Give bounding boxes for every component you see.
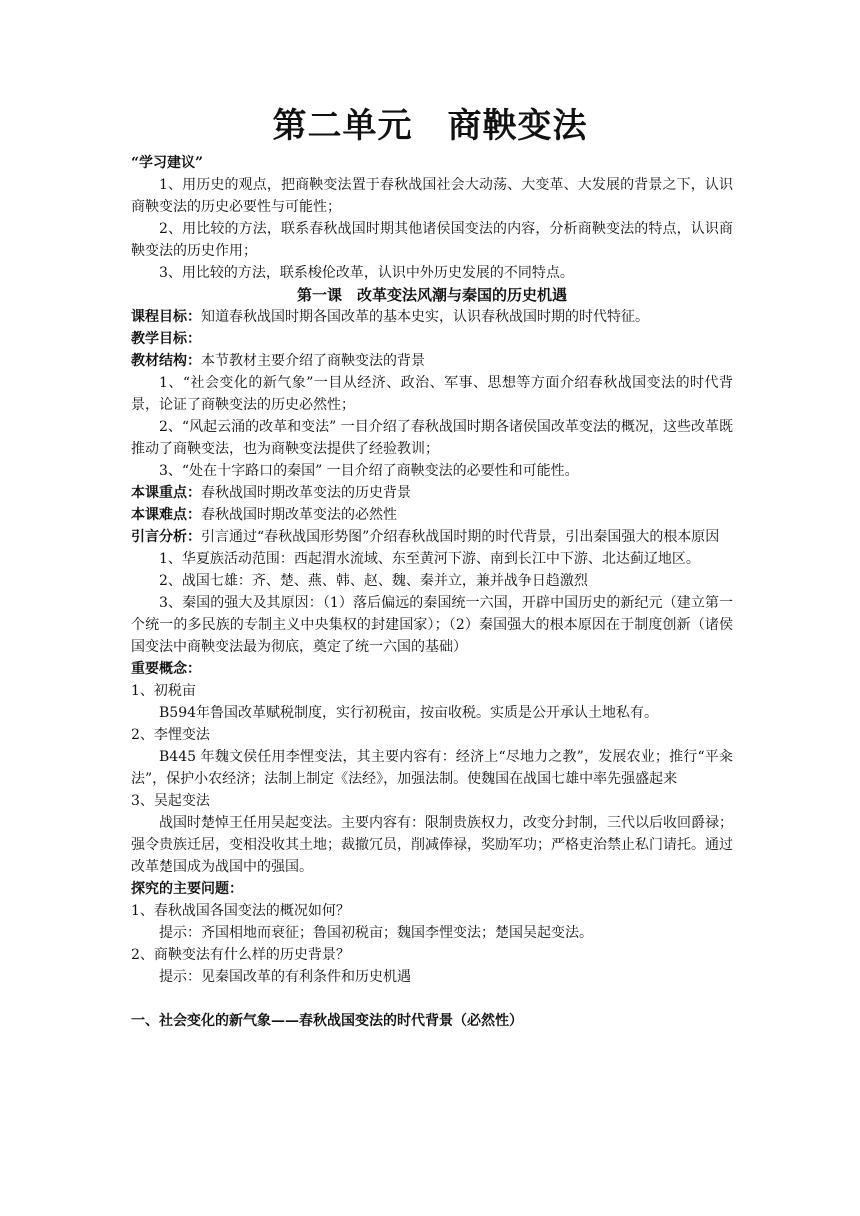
question-hint: 提示：见秦国改革的有利条件和历史机遇 [159, 969, 411, 985]
intro-analysis-item: 2、战国七雄：齐、楚、燕、韩、赵、魏、秦并立，兼并战争日趋激烈 [159, 573, 588, 589]
structure-label: 教材结构： [131, 353, 201, 369]
structure-item: 1、“社会变化的新气象”一目从经济、政治、军事、思想等方面介绍春秋战国变法的时代背景，论证了商鞅变法的历史必然性； [131, 375, 733, 413]
course-goal-text: 知道春秋战国时期各国改革的基本史实，认识春秋战国时期的时代特征。 [201, 309, 649, 325]
course-goal-label: 课程目标： [131, 309, 201, 325]
concept-text: B445 年魏文侯任用李悝变法，其主要内容有：经济上“尽地力之教”，发展农业；推行“平籴法”，保护小农经济；法制上制定《法经》，加强法制。使魏国在战国七雄中率先强盛起来 [131, 749, 733, 787]
lesson-title: 第一课 改革变法风潮与秦国的历史机遇 [296, 286, 567, 304]
difficult-point-label: 本课难点： [131, 507, 201, 523]
teaching-goal-label: 教学目标： [131, 331, 201, 347]
study-suggestion-item: 2、用比较的方法，联系春秋战国时期其他诸侯国变法的内容，分析商鞅变法的特点，认识商鞅变法的历史作用； [131, 221, 733, 259]
document-body [131, 152, 733, 1032]
key-point-label: 本课重点： [131, 485, 201, 501]
concepts-label: 重要概念： [131, 661, 201, 677]
course-goal [131, 306, 733, 328]
question: 1、春秋战国各国变法的概况如何？ [131, 903, 350, 919]
structure-item: 2、“风起云涌的改革和变法” 一目介绍了春秋战国时期各诸侯国改革变法的概况，这些改革既推动了商鞅变法，也为商鞅变法提供了经验教训； [131, 419, 733, 457]
page-title: 第二单元 商鞅变法 [272, 106, 588, 146]
structure-item: 3、“处在十字路口的秦国” 一目介绍了商鞅变法的必要性和可能性。 [159, 463, 579, 479]
question-hint: 提示：齐国相地而衰征；鲁国初税亩；魏国李悝变法；楚国吴起变法。 [159, 925, 593, 941]
difficult-point [131, 504, 733, 526]
intro-analysis-item: 1、华夏族活动范围：西起渭水流域、东至黄河下游、南到长江中下游、北达蓟辽地区。 [159, 551, 700, 567]
section-heading: 一、社会变化的新气象——春秋战国变法的时代背景（必然性） [131, 1013, 523, 1029]
structure-text: 本节教材主要介绍了商鞅变法的背景 [201, 353, 425, 369]
concept-name: 1、初税亩 [131, 683, 196, 699]
key-point-text: 春秋战国时期改革变法的历史背景 [201, 485, 411, 501]
concept-text: 战国时楚悼王任用吴起变法。主要内容有：限制贵族权力，改变分封制，三代以后收回爵禄；强令贵族迁居，变相没收其土地；裁撤冗员，削减俸禄，奖励军功；严格吏治禁止私门请托。通过改革楚国成为战国中的强国。 [131, 815, 733, 875]
questions-label: 探究的主要问题： [131, 881, 243, 897]
question: 2、商鞅变法有什么样的历史背景？ [131, 947, 350, 963]
concept-name: 2、李悝变法 [131, 727, 210, 743]
intro-analysis-label: 引言分析： [131, 529, 201, 545]
study-suggestion-item: 1、用历史的观点，把商鞅变法置于春秋战国社会大动荡、大变革、大发展的背景之下，认识商鞅变法的历史必要性与可能性； [131, 177, 733, 215]
difficult-point-text: 春秋战国时期改革变法的必然性 [201, 507, 397, 523]
study-suggestion-heading: “学习建议” [131, 155, 204, 171]
concept-text: B594年鲁国改革赋税制度，实行初税亩，按亩收税。实质是公开承认土地私有。 [159, 705, 659, 721]
concept-name: 3、吴起变法 [131, 793, 210, 809]
study-suggestion-item: 3、用比较的方法，联系梭伦改革，认识中外历史发展的不同特点。 [159, 265, 574, 281]
structure [131, 350, 733, 372]
intro-analysis-text: 引言通过“春秋战国形势图”介绍春秋战国时期的时代背景，引出秦国强大的根本原因 [201, 529, 720, 545]
spacer [131, 988, 733, 1010]
intro-analysis-item: 3、秦国的强大及其原因：（1）落后偏远的秦国统一六国，开辟中国历史的新纪元（建立第一个统一的多民族的专制主义中央集权的封建国家）；（2）秦国强大的根本原因在于制度创新（诸侯国变法中商鞅变法最为彻底，奠定了统一六国的基础） [131, 595, 733, 655]
intro-analysis [131, 526, 733, 548]
key-point [131, 482, 733, 504]
